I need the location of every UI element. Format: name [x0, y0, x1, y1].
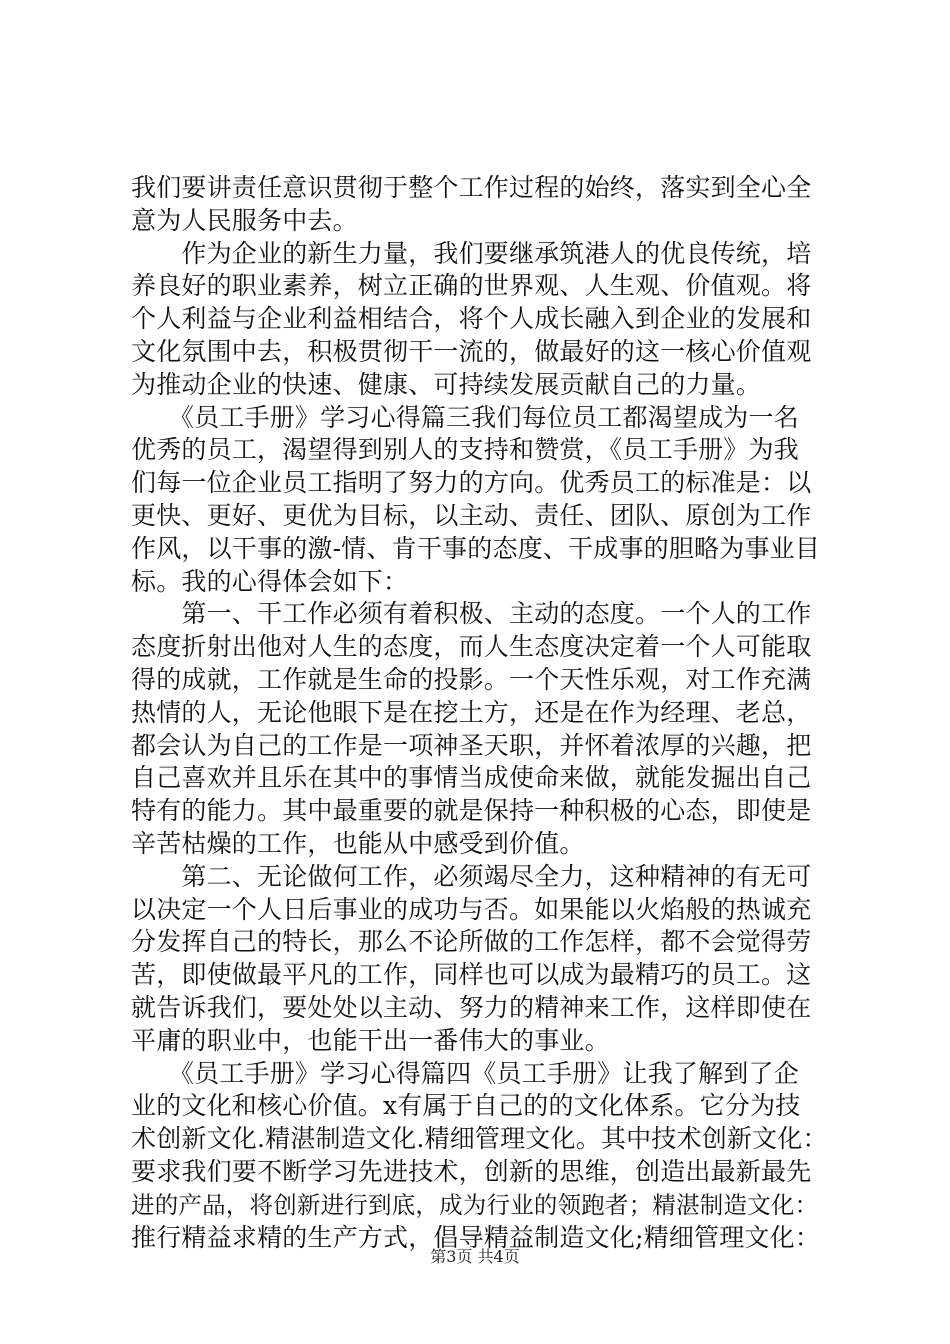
text-line: 《员工手册》学习心得篇三我们每位员工都渴望成为一名	[131, 402, 799, 432]
text-line: 意为人民服务中去。	[131, 205, 358, 235]
text-line: 术创新文化.精湛制造文化.精细管理文化。其中技术创新文化：	[131, 1124, 828, 1154]
text-line: 《员工手册》学习心得篇四《员工手册》让我了解到了企	[131, 1058, 799, 1088]
text-line: 辛苦枯燥的工作，也能从中感受到价值。	[131, 828, 585, 858]
text-line: 要求我们要不断学习先进技术，创新的思维，创造出最新最先	[131, 1156, 812, 1186]
text-line: 态度折射出他对人生的态度，而人生态度决定着一个人可能取	[131, 632, 812, 662]
text-line: 作风，以干事的激-情、肯干事的态度、干成事的胆略为事业目	[131, 533, 821, 563]
text-line: 苦，即使做最平凡的工作，同样也可以成为最精巧的员工。这	[131, 960, 812, 990]
text-line: 们每一位企业员工指明了努力的方向。优秀员工的标准是：以	[131, 468, 812, 498]
text-line: 第一、干工作必须有着积极、主动的态度。一个人的工作	[131, 599, 812, 629]
text-line: 更快、更好、更优为目标，以主动、责任、团队、原创为工作	[131, 500, 812, 530]
text-line: 平庸的职业中，也能干出一番伟大的事业。	[131, 1025, 610, 1055]
text-line: 分发挥自己的特长，那么不论所做的工作怎样，都不会觉得劳	[131, 927, 812, 957]
text-line: 作为企业的新生力量，我们要继承筑港人的优良传统，培	[131, 238, 812, 268]
text-line: 标。我的心得体会如下：	[131, 566, 409, 596]
text-line: 热情的人，无论他眼下是在挖土方，还是在作为经理、老总，	[131, 697, 812, 727]
page-footer: 第3页 共4页	[430, 1247, 520, 1266]
text-line: 为推动企业的快速、健康、可持续发展贡献自己的力量。	[131, 369, 762, 399]
body-text	[131, 172, 831, 1254]
text-line: 得的成就，工作就是生命的投影。一个天性乐观，对工作充满	[131, 664, 812, 694]
text-line: 文化氛围中去，积极贯彻干一流的，做最好的这一核心价值观	[131, 336, 812, 366]
text-line: 推行精益求精的生产方式，倡导精益制造文化;精细管理文化：	[131, 1222, 821, 1252]
text-line: 个人利益与企业利益相结合，将个人成长融入到企业的发展和	[131, 304, 812, 334]
text-line: 特有的能力。其中最重要的就是保持一种积极的心态，即使是	[131, 796, 812, 826]
text-line: 进的产品，将创新进行到底，成为行业的领跑者；精湛制造文化：	[131, 1190, 819, 1219]
text-line: 以决定一个人日后事业的成功与否。如果能以火焰般的热诚充	[131, 894, 812, 924]
text-line: 都会认为自己的工作是一项神圣天职，并怀着浓厚的兴趣，把	[131, 730, 812, 760]
text-line: 自己喜欢并且乐在其中的事情当成使命来做，就能发掘出自己	[131, 763, 812, 793]
text-line: 第二、无论做何工作，必须竭尽全力，这种精神的有无可	[131, 861, 812, 891]
text-line: 我们要讲责任意识贯彻于整个工作过程的始终，落实到全心全	[131, 173, 812, 202]
text-line: 优秀的员工，渴望得到别人的支持和赞赏，《员工手册》为我	[131, 435, 799, 465]
text-line: 就告诉我们，要处处以主动、努力的精神来工作，这样即使在	[131, 992, 812, 1022]
text-line: 业的文化和核心价值。x有属于自己的的文化体系。它分为技	[131, 1091, 801, 1121]
text-line: 养良好的职业素养，树立正确的世界观、人生观、价值观。将	[131, 271, 812, 301]
